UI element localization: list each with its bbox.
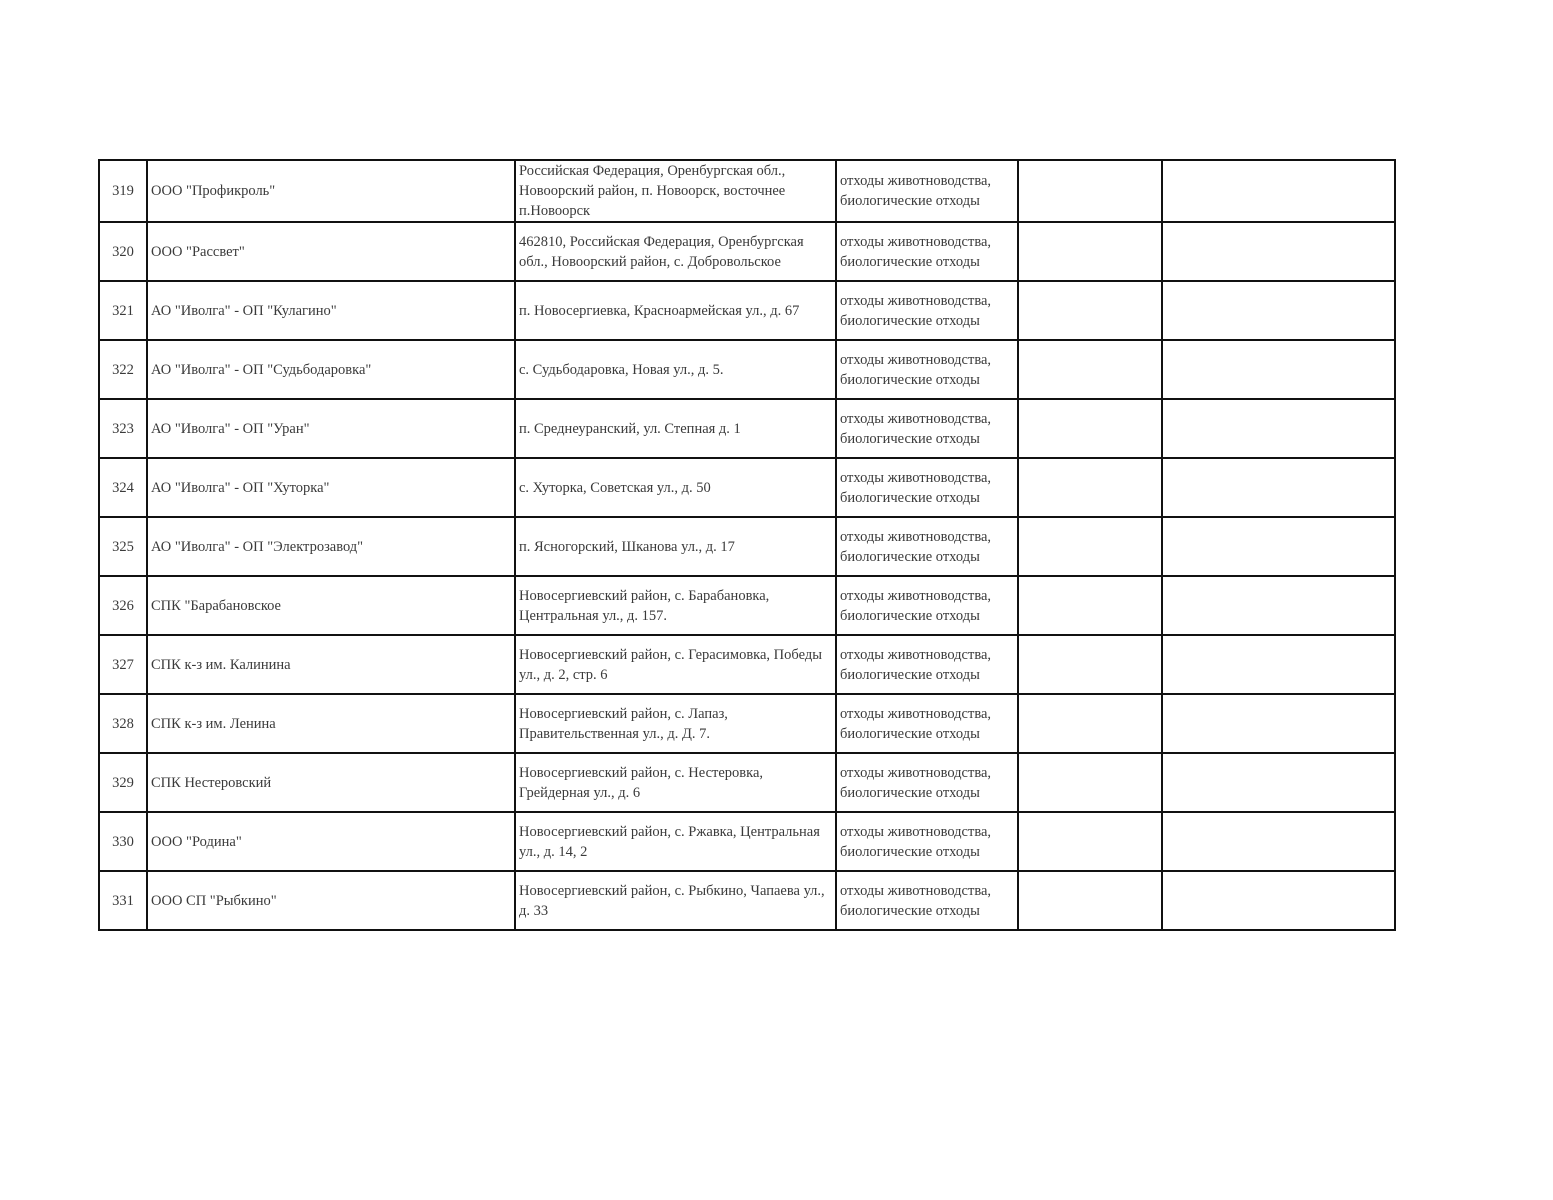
- empty-cell-6: [1162, 812, 1395, 871]
- empty-cell-6: [1162, 871, 1395, 930]
- organization-name-cell: АО "Иволга" - ОП "Кулагино": [147, 281, 515, 340]
- address-cell: Новосергиевский район, с. Барабановка, Центральная ул., д. 157.: [515, 576, 836, 635]
- waste-type-cell: отходы животноводства, биологические отходы: [836, 458, 1018, 517]
- row-number-cell: 320: [99, 222, 147, 281]
- empty-cell-5: [1018, 160, 1162, 222]
- table-row: [99, 812, 1395, 871]
- table-row: [99, 458, 1395, 517]
- empty-cell-6: [1162, 458, 1395, 517]
- waste-type-cell: отходы животноводства, биологические отходы: [836, 753, 1018, 812]
- organization-name-cell: СПК к-з им. Калинина: [147, 635, 515, 694]
- organization-name-cell: ООО СП "Рыбкино": [147, 871, 515, 930]
- table-row: [99, 694, 1395, 753]
- organization-name-cell: ООО "Рассвет": [147, 222, 515, 281]
- empty-cell-5: [1018, 812, 1162, 871]
- row-number-cell: 326: [99, 576, 147, 635]
- address-cell: Новосергиевский район, с. Рыбкино, Чапаева ул., д. 33: [515, 871, 836, 930]
- table-row: [99, 281, 1395, 340]
- empty-cell-5: [1018, 753, 1162, 812]
- empty-cell-6: [1162, 753, 1395, 812]
- address-cell: с. Хуторка, Советская ул., д. 50: [515, 458, 836, 517]
- empty-cell-6: [1162, 281, 1395, 340]
- waste-type-cell: отходы животноводства, биологические отходы: [836, 635, 1018, 694]
- address-cell: Новосергиевский район, с. Лапаз, Правительственная ул., д. Д. 7.: [515, 694, 836, 753]
- address-cell: п. Новосергиевка, Красноармейская ул., д. 67: [515, 281, 836, 340]
- organization-name-cell: АО "Иволга" - ОП "Судьбодаровка": [147, 340, 515, 399]
- row-number-cell: 322: [99, 340, 147, 399]
- row-number-cell: 330: [99, 812, 147, 871]
- empty-cell-5: [1018, 871, 1162, 930]
- table-row: [99, 399, 1395, 458]
- empty-cell-6: [1162, 222, 1395, 281]
- empty-cell-6: [1162, 399, 1395, 458]
- empty-cell-5: [1018, 694, 1162, 753]
- organization-name-cell: АО "Иволга" - ОП "Электрозавод": [147, 517, 515, 576]
- waste-type-cell: отходы животноводства, биологические отходы: [836, 399, 1018, 458]
- empty-cell-6: [1162, 340, 1395, 399]
- empty-cell-5: [1018, 399, 1162, 458]
- empty-cell-5: [1018, 517, 1162, 576]
- waste-type-cell: отходы животноводства, биологические отходы: [836, 517, 1018, 576]
- table-row: [99, 576, 1395, 635]
- row-number-cell: 327: [99, 635, 147, 694]
- address-cell: п. Среднеуранский, ул. Степная д. 1: [515, 399, 836, 458]
- empty-cell-5: [1018, 340, 1162, 399]
- waste-type-cell: отходы животноводства, биологические отходы: [836, 160, 1018, 222]
- organization-name-cell: АО "Иволга" - ОП "Уран": [147, 399, 515, 458]
- address-cell: Новосергиевский район, с. Ржавка, Центральная ул., д. 14, 2: [515, 812, 836, 871]
- empty-cell-6: [1162, 635, 1395, 694]
- address-cell: Новосергиевский район, с. Нестеровка, Грейдерная ул., д. 6: [515, 753, 836, 812]
- table-row: [99, 871, 1395, 930]
- waste-type-cell: отходы животноводства, биологические отходы: [836, 222, 1018, 281]
- row-number-cell: 319: [99, 160, 147, 222]
- row-number-cell: 321: [99, 281, 147, 340]
- address-cell: 462810, Российская Федерация, Оренбургская обл., Новоорский район, с. Добровольское: [515, 222, 836, 281]
- empty-cell-6: [1162, 694, 1395, 753]
- waste-type-cell: отходы животноводства, биологические отходы: [836, 694, 1018, 753]
- row-number-cell: 324: [99, 458, 147, 517]
- address-cell: Новосергиевский район, с. Герасимовка, Победы ул., д. 2, стр. 6: [515, 635, 836, 694]
- waste-type-cell: отходы животноводства, биологические отходы: [836, 281, 1018, 340]
- waste-type-cell: отходы животноводства, биологические отходы: [836, 812, 1018, 871]
- empty-cell-5: [1018, 458, 1162, 517]
- registry-table-body: [99, 160, 1395, 930]
- table-row: [99, 222, 1395, 281]
- table-row: [99, 160, 1395, 222]
- waste-type-cell: отходы животноводства, биологические отходы: [836, 576, 1018, 635]
- table-row: [99, 753, 1395, 812]
- empty-cell-5: [1018, 222, 1162, 281]
- organization-name-cell: СПК к-з им. Ленина: [147, 694, 515, 753]
- organization-name-cell: СПК Нестеровский: [147, 753, 515, 812]
- empty-cell-6: [1162, 576, 1395, 635]
- organization-name-cell: ООО "Родина": [147, 812, 515, 871]
- organization-name-cell: АО "Иволга" - ОП "Хуторка": [147, 458, 515, 517]
- waste-type-cell: отходы животноводства, биологические отходы: [836, 340, 1018, 399]
- empty-cell-6: [1162, 517, 1395, 576]
- empty-cell-5: [1018, 281, 1162, 340]
- empty-cell-5: [1018, 576, 1162, 635]
- registry-table: [98, 159, 1396, 931]
- table-row: [99, 517, 1395, 576]
- row-number-cell: 325: [99, 517, 147, 576]
- empty-cell-5: [1018, 635, 1162, 694]
- row-number-cell: 323: [99, 399, 147, 458]
- row-number-cell: 328: [99, 694, 147, 753]
- empty-cell-6: [1162, 160, 1395, 222]
- row-number-cell: 329: [99, 753, 147, 812]
- row-number-cell: 331: [99, 871, 147, 930]
- organization-name-cell: ООО "Профикроль": [147, 160, 515, 222]
- address-cell: п. Ясногорский, Шканова ул., д. 17: [515, 517, 836, 576]
- organization-name-cell: СПК "Барабановское: [147, 576, 515, 635]
- table-row: [99, 635, 1395, 694]
- table-row: [99, 340, 1395, 399]
- address-cell: с. Судьбодаровка, Новая ул., д. 5.: [515, 340, 836, 399]
- address-cell: Российская Федерация, Оренбургская обл., Новоорский район, п. Новоорск, восточнее п.Новоорск: [515, 160, 836, 222]
- waste-type-cell: отходы животноводства, биологические отходы: [836, 871, 1018, 930]
